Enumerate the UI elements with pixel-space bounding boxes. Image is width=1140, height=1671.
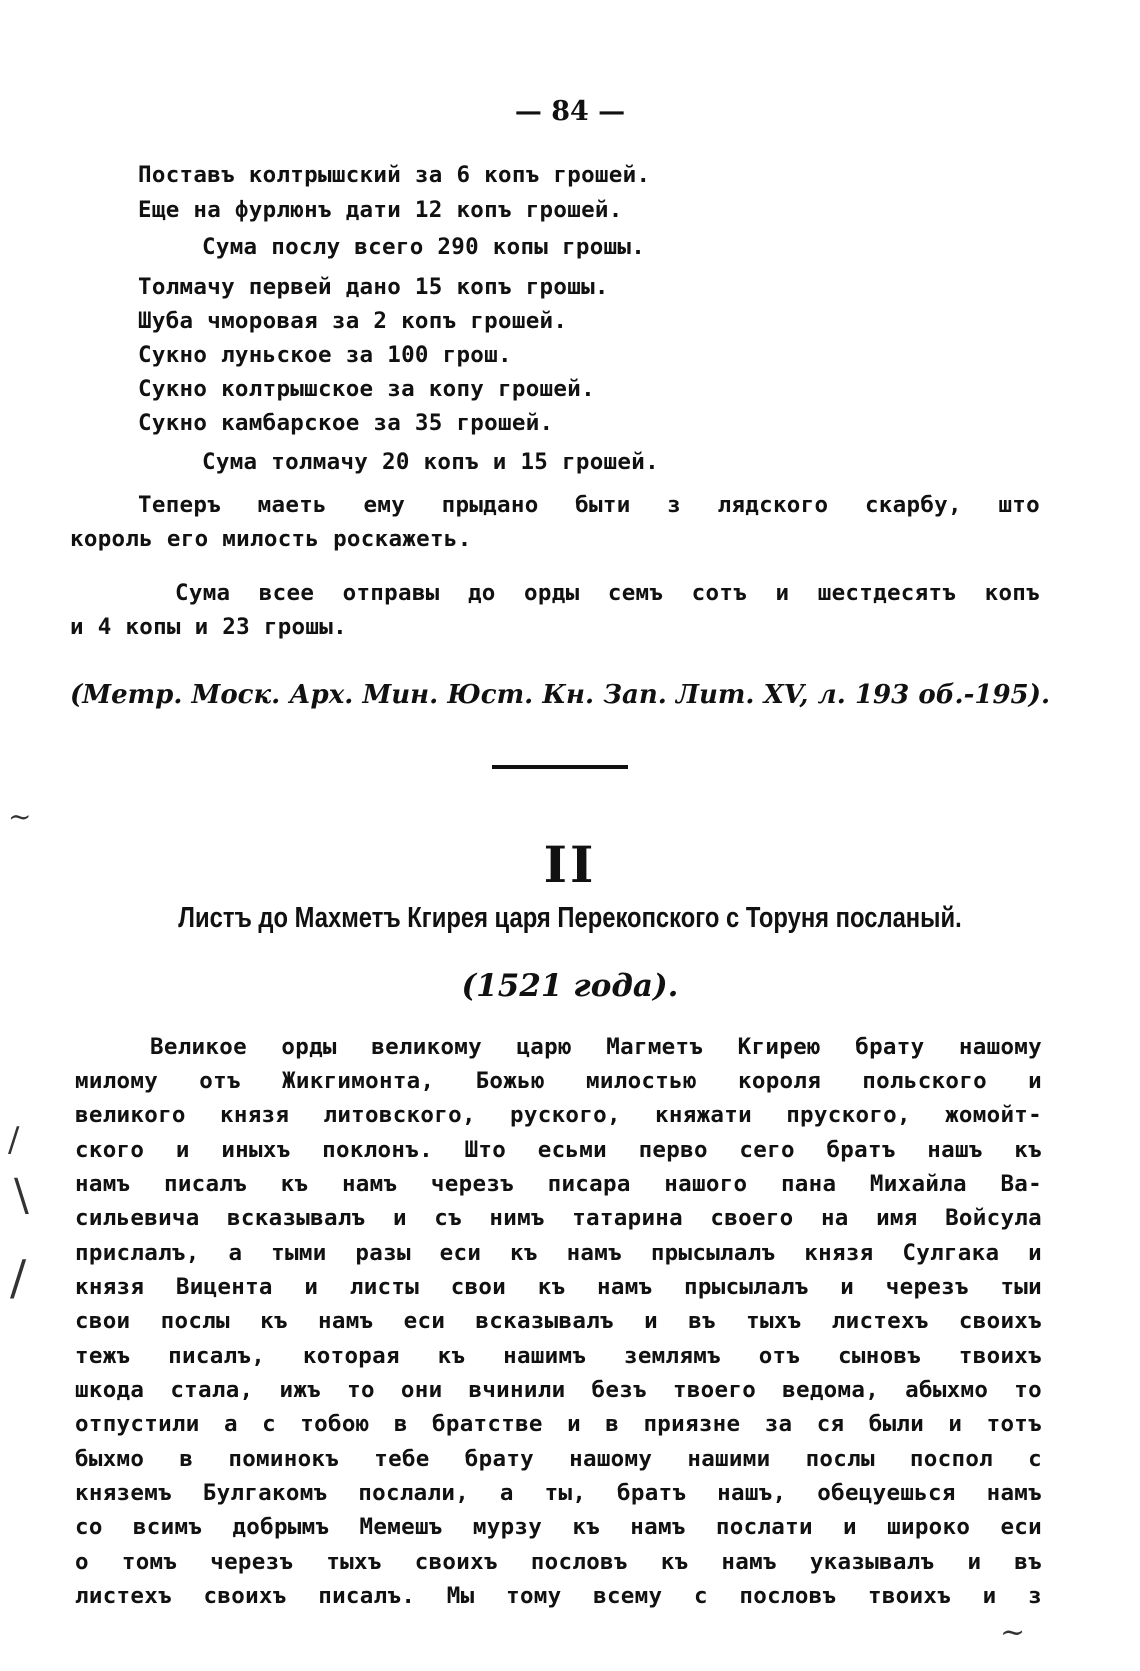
list-item: Шуба чморовая за 2 копъ грошей. bbox=[138, 308, 568, 334]
margin-pencil-mark: \ bbox=[14, 1170, 29, 1221]
section-number: II bbox=[543, 835, 597, 894]
body-line: великого князя литовского, руского, княжати пруского, жомойт- bbox=[75, 1102, 1042, 1128]
document-date: (1521 года). bbox=[461, 968, 679, 1004]
archive-citation: (Метр. Моск. Арх. Мин. Юст. Кн. Зап. Лит. XV, л. 193 об.-195). bbox=[70, 680, 1050, 710]
body-line: тежъ писалъ, которая къ нашимъ землямъ отъ сыновъ твоихъ bbox=[75, 1343, 1042, 1369]
subtotal-line: Сума толмачу 20 копъ и 15 грошей. bbox=[202, 449, 659, 475]
body-line: Великое орды великому царю Магметъ Кгирею брату нашому bbox=[150, 1034, 1042, 1060]
list-item: Сукно колтрышское за копу грошей. bbox=[138, 376, 595, 402]
list-item: Сукно камбарское за 35 грошей. bbox=[138, 410, 554, 436]
margin-pencil-mark: ~ bbox=[1000, 1615, 1026, 1650]
paragraph-line: Теперъ маеть ему прыдано быти з лядского скарбу, што bbox=[138, 492, 1040, 518]
body-line: милому отъ Жикгимонта, Божью милостью короля польского и bbox=[75, 1068, 1042, 1094]
paragraph-line: король его милость роскажеть. bbox=[70, 526, 472, 552]
body-line: ского и иныхъ поклонъ. Што есьми перво сего братъ нашъ къ bbox=[75, 1137, 1042, 1163]
list-item: Сукно луньское за 100 грош. bbox=[138, 342, 512, 368]
body-line: о томъ черезъ тыхъ своихъ пословъ къ намъ указывалъ и въ bbox=[75, 1549, 1042, 1575]
margin-pencil-mark: / bbox=[10, 1250, 27, 1306]
body-line: шкода стала, ижъ то они вчинили безъ твоего ведома, абыхмо то bbox=[75, 1377, 1042, 1403]
margin-pencil-mark: / bbox=[8, 1120, 20, 1160]
subtotal-line: Сума послу всего 290 копы грошы. bbox=[202, 234, 646, 260]
body-line: намъ писалъ къ намъ черезъ писара нашого пана Михайла Ва- bbox=[75, 1171, 1042, 1197]
list-item: Поставъ колтрышский за 6 копъ грошей. bbox=[138, 162, 651, 188]
body-line: княземъ Булгакомъ послали, а ты, братъ нашъ, обецуешься намъ bbox=[75, 1480, 1042, 1506]
total-line: и 4 копы и 23 грошы. bbox=[70, 614, 347, 640]
document-title: Листъ до Махметъ Кгирея царя Перекопского с Торуня посланый. bbox=[178, 902, 962, 934]
body-line: прислалъ, а тыми разы еси къ намъ прысылалъ князя Сулгака и bbox=[75, 1240, 1042, 1266]
body-line: отпустили а с тобою в братстве и в приязне за ся были и тотъ bbox=[75, 1411, 1042, 1437]
list-item: Еще на фурлюнъ дати 12 копъ грошей. bbox=[138, 197, 623, 223]
body-line: быхмо в поминокъ тебе брату нашому нашими послы поспол с bbox=[75, 1446, 1042, 1472]
page-number: — 84 — bbox=[514, 96, 626, 127]
body-line: свои послы къ намъ еси вскaзывалъ и въ тыхъ листехъ своихъ bbox=[75, 1308, 1042, 1334]
body-line: князя Вицента и листы свои къ намъ прысылалъ и черезъ тыи bbox=[75, 1274, 1042, 1300]
margin-pencil-mark: ~ bbox=[8, 800, 32, 833]
body-line: сильевича вскaзывалъ и съ нимъ татарина своего на имя Войсула bbox=[75, 1205, 1042, 1231]
body-line: листехъ своихъ писалъ. Мы тому всему с пословъ твоихъ и з bbox=[75, 1583, 1042, 1609]
body-line: со всимъ добрымъ Мемешъ мурзу къ намъ послати и широко еси bbox=[75, 1514, 1042, 1540]
section-divider bbox=[492, 765, 628, 769]
total-line: Сума всее отправы до орды семъ сотъ и шестдесятъ копъ bbox=[175, 580, 1040, 606]
list-item: Толмачу первей дано 15 копъ грошы. bbox=[138, 274, 609, 300]
